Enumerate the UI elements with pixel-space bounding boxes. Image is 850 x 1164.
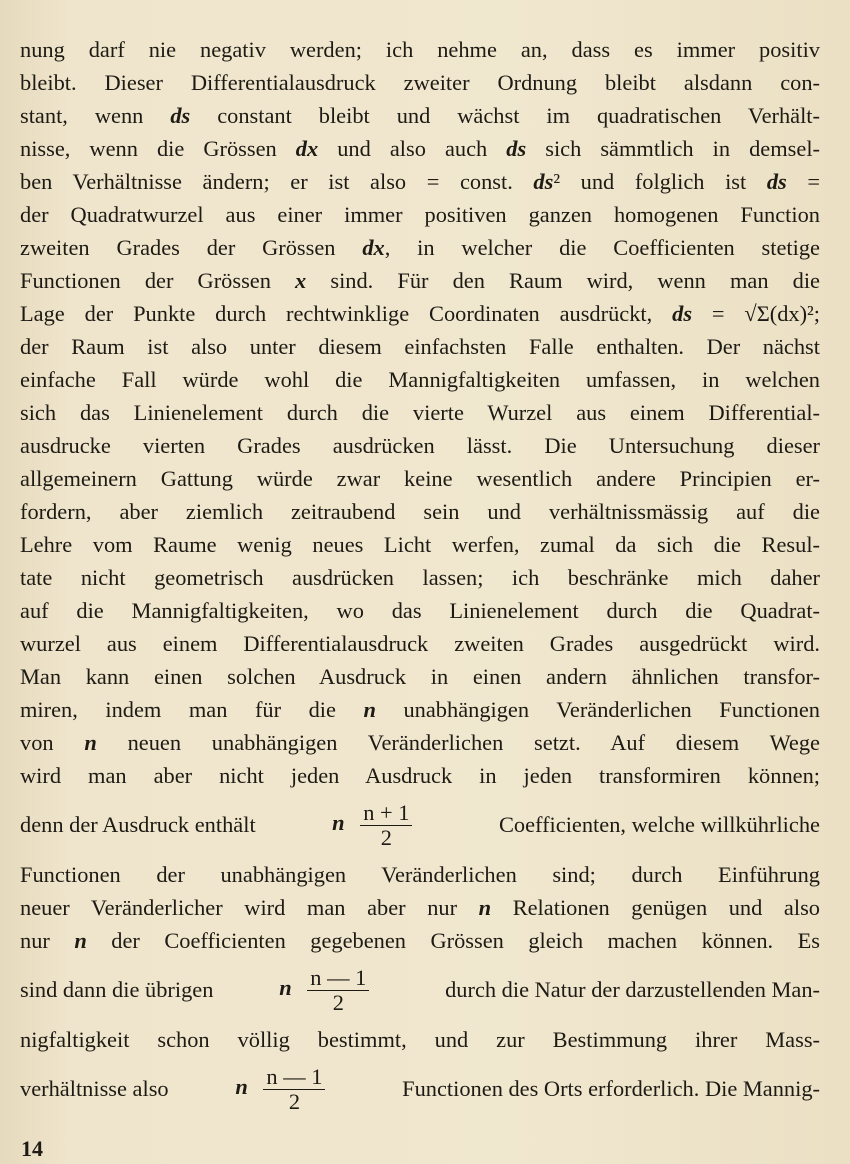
fraction-expression bbox=[332, 801, 422, 849]
text-line bbox=[20, 528, 820, 561]
fraction-expression bbox=[279, 966, 379, 1014]
text-run: tate nicht geometrisch ausdrücken lassen; ich beschränke mich daher bbox=[20, 565, 820, 590]
text-line bbox=[20, 858, 820, 891]
text-before: denn der Ausdruck enthält bbox=[20, 812, 256, 837]
numerator: n — 1 bbox=[307, 966, 369, 991]
math-variable: n bbox=[478, 895, 492, 920]
text-line bbox=[20, 231, 820, 264]
text-after: Coefficienten, welche willkührliche bbox=[498, 812, 820, 837]
text-after: durch die Natur der darzustellenden Man- bbox=[445, 977, 820, 1002]
text-before: sind dann die übrigen bbox=[20, 977, 214, 1002]
text-line bbox=[20, 462, 820, 495]
text-run: und also auch bbox=[318, 136, 507, 161]
variable: n bbox=[235, 1074, 248, 1100]
fraction bbox=[307, 966, 369, 1014]
text-run: einfache Fall würde wohl die Mannigfaltigkeiten umfassen, in welchen bbox=[20, 367, 820, 392]
math-variable: ds bbox=[672, 301, 693, 326]
text-before: verhältnisse also bbox=[20, 1076, 169, 1101]
math-variable: dx bbox=[362, 235, 385, 260]
text-line bbox=[20, 297, 820, 330]
text-line bbox=[20, 99, 820, 132]
text-run: neuer Veränderlicher wird man aber nur bbox=[20, 895, 479, 920]
text-run: wird man aber nicht jeden Ausdruck in jeden transformiren können; bbox=[20, 763, 820, 788]
text-run: , in welcher die Coefficienten stetige bbox=[384, 235, 820, 260]
text-line bbox=[20, 924, 820, 957]
math-variable: n bbox=[84, 730, 97, 755]
fraction-line-1 bbox=[20, 792, 820, 858]
text-run: = bbox=[786, 169, 820, 194]
text-line bbox=[20, 891, 820, 924]
text-run: Relationen genügen und also bbox=[491, 895, 820, 920]
text-run: sind. Für den Raum wird, wenn man die bbox=[306, 268, 820, 293]
variable: n bbox=[279, 975, 292, 1001]
text-run: Functionen der Grössen bbox=[20, 268, 296, 293]
denominator: 2 bbox=[288, 1088, 301, 1114]
text-line bbox=[20, 264, 820, 297]
variable: n bbox=[332, 810, 345, 836]
text-run: sich das Linienelement durch die vierte Wurzel aus einem Differential- bbox=[20, 400, 820, 425]
fraction-line-3 bbox=[20, 1056, 820, 1122]
math-variable: ds bbox=[506, 136, 527, 161]
text-line bbox=[20, 363, 820, 396]
text-run: bleibt. Dieser Differentialausdruck zweiter Ordnung bleibt alsdann con- bbox=[20, 70, 820, 95]
paragraph-part-2 bbox=[20, 858, 820, 957]
text-line bbox=[20, 396, 820, 429]
text-run: von bbox=[20, 730, 85, 755]
text-run: der Coefficienten gegebenen Grössen gleich machen können. Es bbox=[86, 928, 820, 953]
fraction-line-2 bbox=[20, 957, 820, 1023]
math-variable: x bbox=[295, 268, 307, 293]
text-run: ² und folglich ist bbox=[553, 169, 767, 194]
text-line bbox=[20, 660, 820, 693]
text-line bbox=[20, 33, 820, 66]
text-run: nung darf nie negativ werden; ich nehme an, dass es immer positiv bbox=[20, 37, 820, 62]
math-variable: dx bbox=[295, 136, 319, 161]
math-variable: n bbox=[74, 928, 87, 953]
math-variable: n bbox=[363, 697, 376, 722]
numerator: n — 1 bbox=[263, 1065, 325, 1090]
body-text bbox=[20, 33, 820, 1122]
text-run: auf die Mannigfaltigkeiten, wo das Linienelement durch die Quadrat- bbox=[20, 598, 820, 623]
text-run: stant, wenn bbox=[20, 103, 171, 128]
denominator: 2 bbox=[332, 989, 344, 1015]
text-run: allgemeinern Gattung würde zwar keine wesentlich andere Principien er- bbox=[20, 466, 820, 491]
text-line bbox=[20, 165, 820, 198]
text-run: ausdrucke vierten Grades ausdrücken lässt. Die Untersuchung dieser bbox=[20, 433, 820, 458]
text-line bbox=[20, 594, 820, 627]
text-run: der Raum ist also unter diesem einfachsten Falle enthalten. Der nächst bbox=[20, 334, 820, 359]
text-run: der Quadratwurzel aus einer immer positiven ganzen homogenen Function bbox=[20, 202, 820, 227]
math-variable: ds bbox=[766, 169, 787, 194]
math-variable: ds bbox=[533, 169, 554, 194]
page-number: 14 bbox=[21, 1136, 43, 1161]
text-run: nisse, wenn die Grössen bbox=[20, 136, 296, 161]
text-run: miren, indem man für die bbox=[20, 697, 364, 722]
text-run: Functionen der unabhängigen Veränderlichen sind; durch Einführung bbox=[20, 862, 820, 887]
paragraph-part-1 bbox=[20, 33, 820, 792]
text-run: Lehre vom Raume wenig neues Licht werfen, zumal da sich die Resul- bbox=[20, 532, 820, 557]
text-after: Functionen des Orts erforderlich. Die Mannig- bbox=[402, 1076, 820, 1101]
math-variable: ds bbox=[170, 103, 191, 128]
text-line bbox=[20, 429, 820, 462]
text-line bbox=[20, 198, 820, 231]
text-line bbox=[20, 330, 820, 363]
fraction-expression bbox=[235, 1065, 335, 1113]
denominator: 2 bbox=[380, 824, 392, 850]
text-run: = √Σ(dx)²; bbox=[692, 301, 820, 326]
text-run: wurzel aus einem Differentialausdruck zweiten Grades ausgedrückt wird. bbox=[20, 631, 820, 656]
text-line bbox=[20, 66, 820, 99]
text-run: neuen unabhängigen Veränderlichen setzt. Auf diesem Wege bbox=[96, 730, 820, 755]
text-line bbox=[20, 627, 820, 660]
text-line bbox=[20, 132, 820, 165]
text-run: sich sämmtlich in demsel- bbox=[526, 136, 820, 161]
text-run: fordern, aber ziemlich zeitraubend sein und verhältnissmässig auf die bbox=[20, 499, 820, 524]
text-line bbox=[20, 495, 820, 528]
fraction bbox=[360, 801, 412, 849]
text-line: nigfaltigkeit schon völlig bestimmt, und zur Bestimmung ihrer Mass- bbox=[20, 1027, 820, 1052]
text-line bbox=[20, 759, 820, 792]
text-line bbox=[20, 561, 820, 594]
text-line bbox=[20, 693, 820, 726]
text-run: ben Verhältnisse ändern; er ist also = const. bbox=[20, 169, 534, 194]
text-run: Lage der Punkte durch rechtwinklige Coordinaten ausdrückt, bbox=[20, 301, 673, 326]
numerator: n + 1 bbox=[360, 801, 412, 826]
text-run: nur bbox=[20, 928, 75, 953]
text-run: constant bleibt und wächst im quadratischen Verhält- bbox=[190, 103, 820, 128]
fraction bbox=[263, 1065, 325, 1113]
text-line bbox=[20, 726, 820, 759]
text-run: Man kann einen solchen Ausdruck in einen andern ähnlichen transfor- bbox=[20, 664, 820, 689]
text-run: unabhängigen Veränderlichen Functionen bbox=[375, 697, 820, 722]
text-run: zweiten Grades der Grössen bbox=[20, 235, 363, 260]
